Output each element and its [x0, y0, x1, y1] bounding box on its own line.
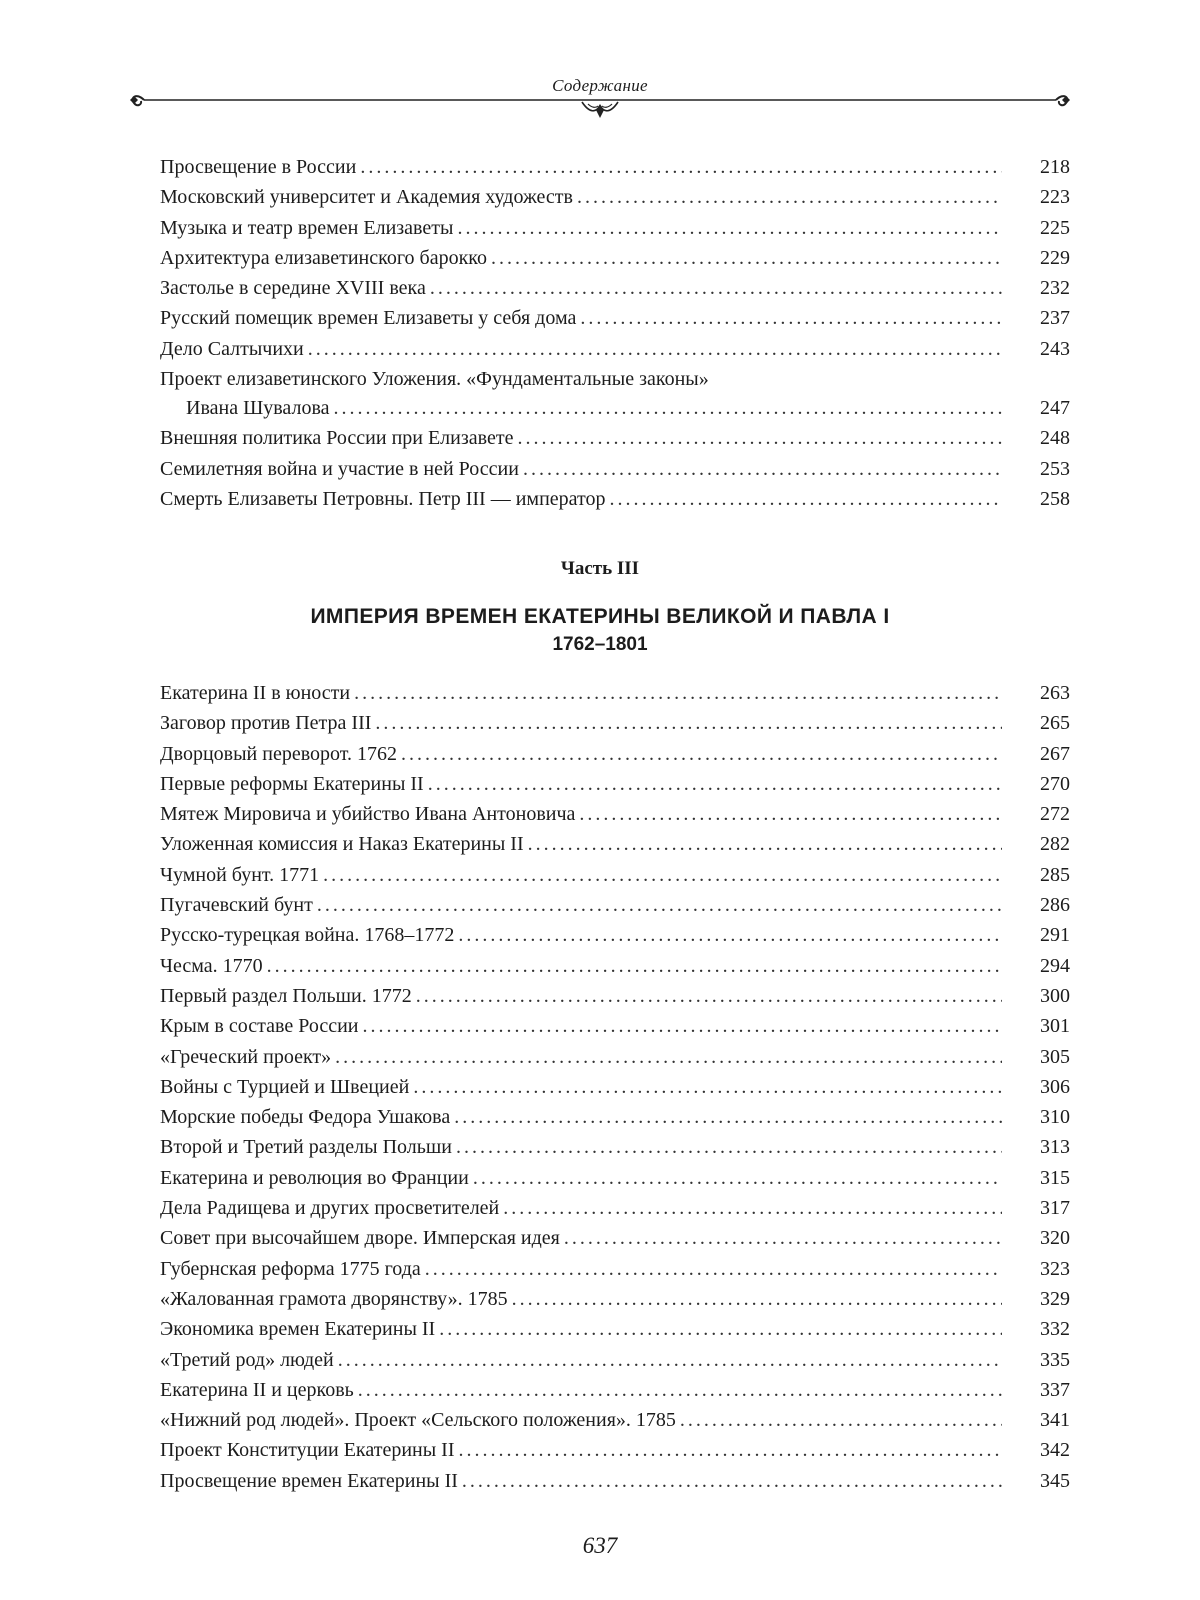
running-title: Содержание [552, 76, 648, 95]
toc-entry-title: Московский университет и Академия художеств [160, 186, 573, 209]
toc-leader-dots [564, 1223, 1002, 1253]
toc-entry-page: 313 [1040, 1136, 1070, 1159]
toc-entry[interactable] [160, 1375, 1070, 1405]
toc-entry[interactable] [160, 243, 1070, 273]
toc-leader-dots [335, 1042, 1002, 1072]
toc-leader-dots [579, 799, 1002, 829]
toc-leader-dots [358, 1375, 1002, 1405]
toc-entry-page: 286 [1040, 894, 1070, 917]
toc-entry-title: Чумной бунт. 1771 [160, 863, 320, 886]
toc-entry-page: 294 [1040, 954, 1070, 977]
toc-entry-page: 305 [1040, 1045, 1070, 1068]
toc-entry-title: Дело Салтычихи [160, 337, 304, 360]
toc-entry[interactable] [160, 1102, 1070, 1132]
toc-entry[interactable] [160, 951, 1070, 981]
toc-entry-page: 320 [1040, 1227, 1070, 1250]
toc-entry-title: Первый раздел Польши. 1772 [160, 984, 412, 1007]
toc-entry-page: 223 [1040, 186, 1070, 209]
running-header [130, 74, 1070, 124]
toc-leader-dots [473, 1163, 1002, 1193]
toc-entry[interactable] [160, 1405, 1070, 1435]
toc-entry-page: 285 [1040, 863, 1070, 886]
toc-entry[interactable] [160, 1284, 1070, 1314]
toc-leader-dots [334, 393, 1002, 423]
toc-entry-page: 229 [1040, 246, 1070, 269]
toc-entry[interactable] [160, 1011, 1070, 1041]
toc-leader-dots [354, 678, 1002, 708]
toc-entry[interactable] [160, 1254, 1070, 1284]
page-number: 637 [582, 1533, 618, 1558]
toc-entry-title: «Греческий проект» [160, 1045, 332, 1068]
toc-leader-dots [512, 1284, 1002, 1314]
toc-entry-page: 263 [1040, 682, 1070, 704]
toc-entry-title: Дела Радищева и других просветителей [160, 1197, 500, 1220]
toc-leader-dots [462, 1466, 1002, 1496]
toc-entry-page: 243 [1040, 337, 1070, 360]
toc-entry[interactable] [160, 152, 1070, 182]
toc-leader-dots [580, 303, 1002, 333]
toc-entry-title: «Жалованная грамота дворянству». 1785 [160, 1287, 508, 1310]
toc-entry[interactable] [160, 484, 1070, 514]
toc-entry[interactable] [160, 303, 1070, 333]
toc-entry[interactable] [160, 1072, 1070, 1102]
toc-entry-page: 272 [1040, 803, 1070, 826]
toc-entry-title: Смерть Елизаветы Петровны. Петр III — император [160, 487, 606, 510]
toc-entry[interactable] [160, 678, 1070, 708]
toc-entry-page: 342 [1040, 1439, 1070, 1462]
toc-entry-page: 291 [1040, 924, 1070, 947]
toc-entry-title: Пугачевский бунт [160, 894, 313, 917]
toc-entry[interactable] [160, 981, 1070, 1011]
toc-entry-page: 258 [1040, 487, 1070, 510]
toc-leader-dots [454, 1102, 1002, 1132]
toc-leader-dots [360, 152, 1002, 182]
toc-leader-dots [456, 1132, 1002, 1162]
toc-entry[interactable] [160, 1345, 1070, 1375]
toc-entry[interactable] [160, 334, 1070, 364]
toc-entry-title: Экономика времен Екатерины II [160, 1318, 436, 1341]
toc-entry-page: 335 [1040, 1348, 1070, 1371]
toc-entry[interactable] [160, 182, 1070, 212]
toc-entry-page: 323 [1040, 1257, 1070, 1280]
toc-entry-title: Второй и Третий разделы Польши [160, 1136, 452, 1159]
toc-entry[interactable] [160, 1042, 1070, 1072]
toc-entry-title: Губернская реформа 1775 года [160, 1257, 421, 1280]
toc-entry[interactable] [160, 799, 1070, 829]
toc-entry-title: Чесма. 1770 [160, 954, 263, 977]
toc-entry[interactable] [160, 739, 1070, 769]
toc-entry-page: 267 [1040, 742, 1070, 765]
toc-leader-dots [528, 829, 1002, 859]
toc-entry-title: Застолье в середине XVIII века [160, 277, 426, 300]
toc-leader-dots [416, 981, 1002, 1011]
toc-leader-dots [308, 334, 1002, 364]
toc-entry[interactable] [160, 860, 1070, 890]
toc-leader-dots [503, 1193, 1002, 1223]
toc-leader-dots [413, 1072, 1002, 1102]
toc-entry[interactable] [160, 708, 1070, 738]
toc-entry-title: «Третий род» людей [160, 1348, 334, 1371]
toc-entry-title-line2: Ивана Шувалова [186, 397, 330, 420]
toc-entry-title: Просвещение времен Екатерины II [160, 1469, 458, 1492]
toc-entry-page: 301 [1040, 1015, 1070, 1038]
toc-entry-title: «Нижний род людей». Проект «Сельского положения». 1785 [160, 1409, 676, 1432]
toc-leader-dots [323, 860, 1002, 890]
toc-entry-page: 341 [1040, 1409, 1070, 1432]
toc-entry[interactable] [160, 1435, 1070, 1465]
toc-entry-title: Семилетняя война и участие в ней России [160, 457, 519, 480]
part-years: 1762–1801 [552, 634, 648, 655]
toc-entry[interactable] [160, 890, 1070, 920]
toc-entry-title: Екатерина II и церковь [160, 1378, 354, 1401]
toc-entry-title: Заговор против Петра III [160, 712, 372, 735]
toc-entry-page: 265 [1040, 712, 1070, 735]
part-label: Часть III [560, 558, 640, 579]
toc-leader-dots [267, 951, 1002, 981]
toc-leader-dots [428, 769, 1002, 799]
toc-entry[interactable] [160, 454, 1070, 484]
toc-section-part3 [160, 678, 1070, 1496]
toc-entry-title: Просвещение в России [160, 156, 357, 178]
toc-entry-page: 329 [1040, 1287, 1070, 1310]
toc-leader-dots [317, 890, 1002, 920]
toc-leader-dots [517, 423, 1002, 453]
toc-entry-page: 300 [1040, 984, 1070, 1007]
toc-entry-title: Русско-турецкая война. 1768–1772 [160, 924, 455, 947]
toc-entry-title: Мятеж Мировича и убийство Ивана Антоновича [160, 803, 576, 826]
toc-leader-dots [401, 739, 1002, 769]
toc-entry-title: Внешняя политика России при Елизавете [160, 427, 514, 450]
toc-entry-page: 345 [1040, 1469, 1070, 1492]
toc-entry-page: 337 [1040, 1378, 1070, 1401]
toc-entry[interactable] [160, 829, 1070, 859]
toc-entry-page: 317 [1040, 1197, 1070, 1220]
toc-leader-dots [609, 484, 1002, 514]
toc-leader-dots [680, 1405, 1002, 1435]
toc-entry-title: Екатерина II в юности [160, 682, 351, 704]
toc-entry-page: 247 [1040, 397, 1070, 420]
toc-entry[interactable] [160, 1314, 1070, 1344]
toc-entry-title: Русский помещик времен Елизаветы у себя дома [160, 307, 577, 330]
toc-entry-page: 248 [1040, 427, 1070, 450]
toc-entry-page: 218 [1040, 156, 1070, 178]
toc-entry-page: 282 [1040, 833, 1070, 856]
toc-entry-title: Музыка и театр времен Елизаветы [160, 216, 454, 239]
toc-entry-title: Войны с Турцией и Швецией [160, 1075, 410, 1098]
toc-entry-title: Совет при высочайшем дворе. Имперская идея [160, 1227, 560, 1250]
toc-entry-title: Архитектура елизаветинского барокко [160, 246, 488, 269]
toc-leader-dots [338, 1345, 1002, 1375]
toc-leader-dots [577, 182, 1002, 212]
toc-leader-dots [523, 454, 1002, 484]
toc-entry-title: Проект Конституции Екатерины II [160, 1439, 455, 1462]
toc-entry-page: 306 [1040, 1075, 1070, 1098]
toc-entry-title: Морские победы Федора Ушакова [160, 1106, 451, 1129]
toc-entry-page: 237 [1040, 307, 1070, 330]
toc-entry[interactable] [160, 1132, 1070, 1162]
toc-entry[interactable] [160, 1193, 1070, 1223]
toc-section-part2-end [160, 152, 1070, 514]
toc-entry-page: 270 [1040, 772, 1070, 795]
toc-entry-title: Крым в составе России [160, 1015, 359, 1038]
toc-entry-title: Первые реформы Екатерины II [160, 772, 424, 795]
toc-entry[interactable] [160, 920, 1070, 950]
toc-entry[interactable] [160, 1466, 1070, 1496]
toc-entry[interactable] [160, 1163, 1070, 1193]
toc-leader-dots [439, 1314, 1002, 1344]
toc-leader-dots [362, 1011, 1002, 1041]
toc-entry[interactable] [160, 273, 1070, 303]
toc-entry[interactable] [160, 213, 1070, 243]
toc-leader-dots [425, 1254, 1002, 1284]
toc-entry-page: 253 [1040, 457, 1070, 480]
toc-entry-multiline[interactable] [160, 364, 1070, 423]
toc-entry-page: 310 [1040, 1106, 1070, 1129]
toc-entry-page: 232 [1040, 277, 1070, 300]
toc-entry[interactable] [160, 423, 1070, 453]
toc-entry-title: Екатерина и революция во Франции [160, 1166, 469, 1189]
toc-entry-title-line1: Проект елизаветинского Уложения. «Фундаментальные законы» [160, 368, 709, 391]
toc-entry-title: Уложенная комиссия и Наказ Екатерины II [160, 833, 524, 856]
toc-entry-title: Дворцовый переворот. 1762 [160, 742, 397, 765]
part-title: ИМПЕРИЯ ВРЕМЕН ЕКАТЕРИНЫ ВЕЛИКОЙ И ПАВЛА I [310, 605, 890, 628]
toc-entry-page: 332 [1040, 1318, 1070, 1341]
toc-leader-dots [430, 273, 1002, 303]
toc-entry[interactable] [160, 769, 1070, 799]
toc-leader-dots [491, 243, 1002, 273]
toc-leader-dots [458, 1435, 1002, 1465]
toc-entry-page: 315 [1040, 1166, 1070, 1189]
toc-leader-dots [457, 213, 1002, 243]
toc-leader-dots [458, 920, 1002, 950]
toc-entry-page: 225 [1040, 216, 1070, 239]
toc-entry[interactable] [160, 1223, 1070, 1253]
toc-leader-dots [375, 708, 1002, 738]
